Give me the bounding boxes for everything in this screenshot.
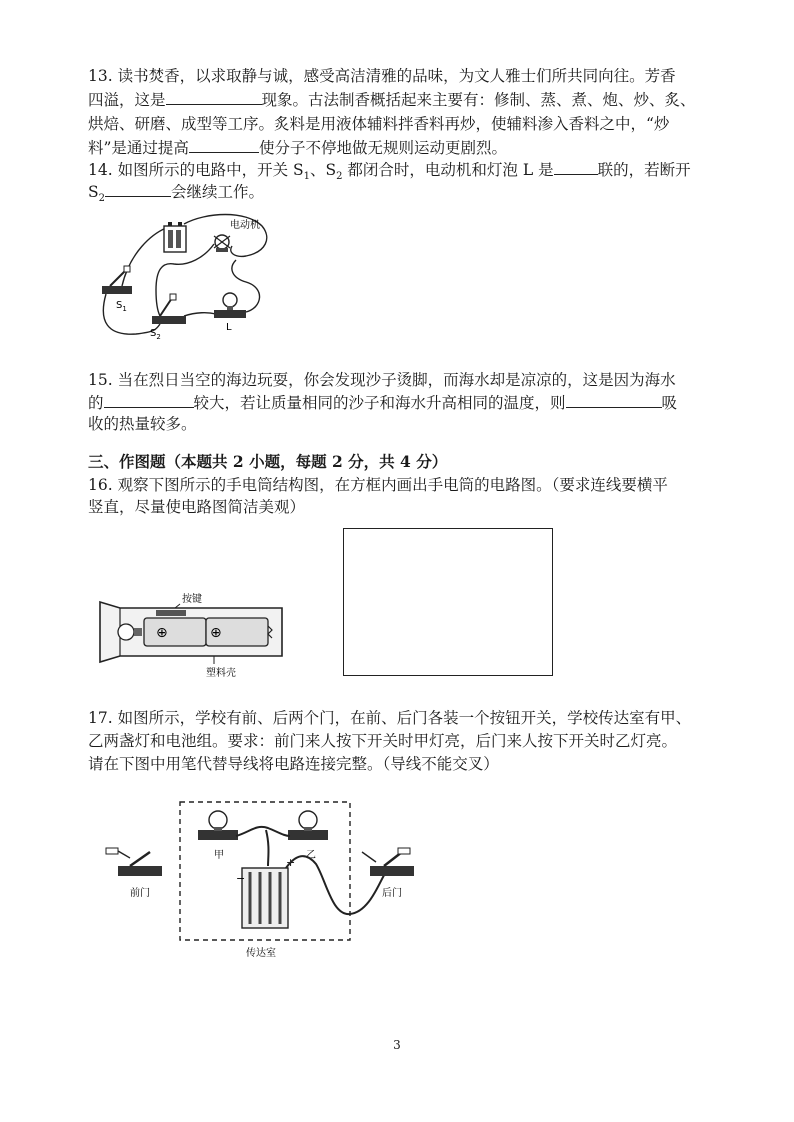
back-door-switch-icon <box>362 848 414 876</box>
q17-line-3: 请在下图中用笔代替导线将电路连接完整。（导线不能交叉） <box>88 755 499 773</box>
battery-1-icon <box>144 618 206 646</box>
battery-plus: + <box>286 856 296 869</box>
battery-minus: − <box>236 872 246 885</box>
s1-label: $S_1$ <box>116 300 127 313</box>
q17-line-1: 17. 如图所示，学校有前、后两个门，在前、后门各装一个按钮开关，学校传达室有甲、 <box>88 709 692 727</box>
battery-icon <box>164 222 186 252</box>
q15-blank-2[interactable] <box>566 393 662 408</box>
front-door-switch-icon <box>106 848 162 876</box>
section-3-heading: 三、作图题（本题共 2 小题，每题 2 分，共 4 分） <box>88 452 448 471</box>
q13-blank-1[interactable] <box>166 90 262 105</box>
q13-line-1: 13. 读书焚香，以求取静与诚，感受高洁清雅的品味，为文人雅士们所共同向往。芳香 <box>88 67 676 85</box>
battery-pack-icon <box>242 868 288 928</box>
q16-answer-box[interactable] <box>343 528 553 676</box>
svg-text:⊕: ⊕ <box>156 625 168 641</box>
front-door-label: 前门 <box>130 888 150 899</box>
q15-line-3: 收的热量较多。 <box>88 415 197 433</box>
q13-line-4: 料”是通过提高 使分子不停地做无规则运动更剧烈。 <box>88 139 507 157</box>
lamp-b-label: 乙 <box>306 850 316 861</box>
q13-line-2: 四溢，这是 现象。古法制香概括起来主要有：修制、蒸、煮、炮、炒、炙、 <box>88 91 696 109</box>
q17-circuit-figure <box>100 796 440 966</box>
lamp-icon <box>214 293 246 318</box>
q15-line-1: 15. 当在烈日当空的海边玩耍，你会发现沙子烫脚，而海水却是凉凉的，这是因为海水 <box>88 371 676 389</box>
page-number: 3 <box>393 1038 401 1052</box>
q14-blank-2[interactable] <box>105 182 171 197</box>
q14-blank-1[interactable] <box>554 160 598 175</box>
q15-blank-1[interactable] <box>104 393 194 408</box>
motor-icon <box>214 235 230 252</box>
svg-text:⊕: ⊕ <box>210 625 222 641</box>
lamp-label: L <box>226 322 232 333</box>
battery-2-icon <box>206 618 268 646</box>
q14-line-1: 14. 如图所示的电路中，开关 $S_1$、$S_2$ 都闭合时，电动机和灯泡 L 是 联的，若断开 <box>88 161 691 183</box>
q16-line-1: 16. 观察下图所示的手电筒结构图，在方框内画出手电筒的电路图。（要求连线要横平 <box>88 476 668 494</box>
q13-blank-2[interactable] <box>189 138 259 153</box>
lamp-b-icon <box>288 811 328 840</box>
push-button <box>156 610 186 616</box>
q16-line-2: 竖直，尽量使电路图简洁美观） <box>88 498 306 516</box>
motor-label: 电动机 <box>230 220 260 231</box>
back-door-label: 后门 <box>382 888 402 899</box>
q14-line-2: $S_2$ 会继续工作。 <box>88 183 265 205</box>
lamp-a-icon <box>198 811 238 840</box>
q15-line-2: 的 较大，若让质量相同的沙子和海水升高相同的温度，则 吸 <box>88 394 678 412</box>
room-label: 传达室 <box>246 948 276 959</box>
q16-flashlight-figure <box>96 590 296 680</box>
q13-line-3: 烘焙、研磨、成型等工序。炙料是用液体辅料拌香料再炒，使辅料渗入香料之中，“炒 <box>88 115 670 133</box>
shell-label: 塑料壳 <box>206 668 236 679</box>
switch-s1-icon <box>102 266 132 294</box>
button-label: 按键 <box>182 594 202 605</box>
q17-line-2: 乙两盏灯和电池组。要求：前门来人按下开关时甲灯亮，后门来人按下开关时乙灯亮。 <box>88 732 678 750</box>
s2-label: $S_2$ <box>150 328 161 341</box>
lamp-a-label: 甲 <box>214 850 224 861</box>
q14-circuit-figure <box>96 212 286 344</box>
